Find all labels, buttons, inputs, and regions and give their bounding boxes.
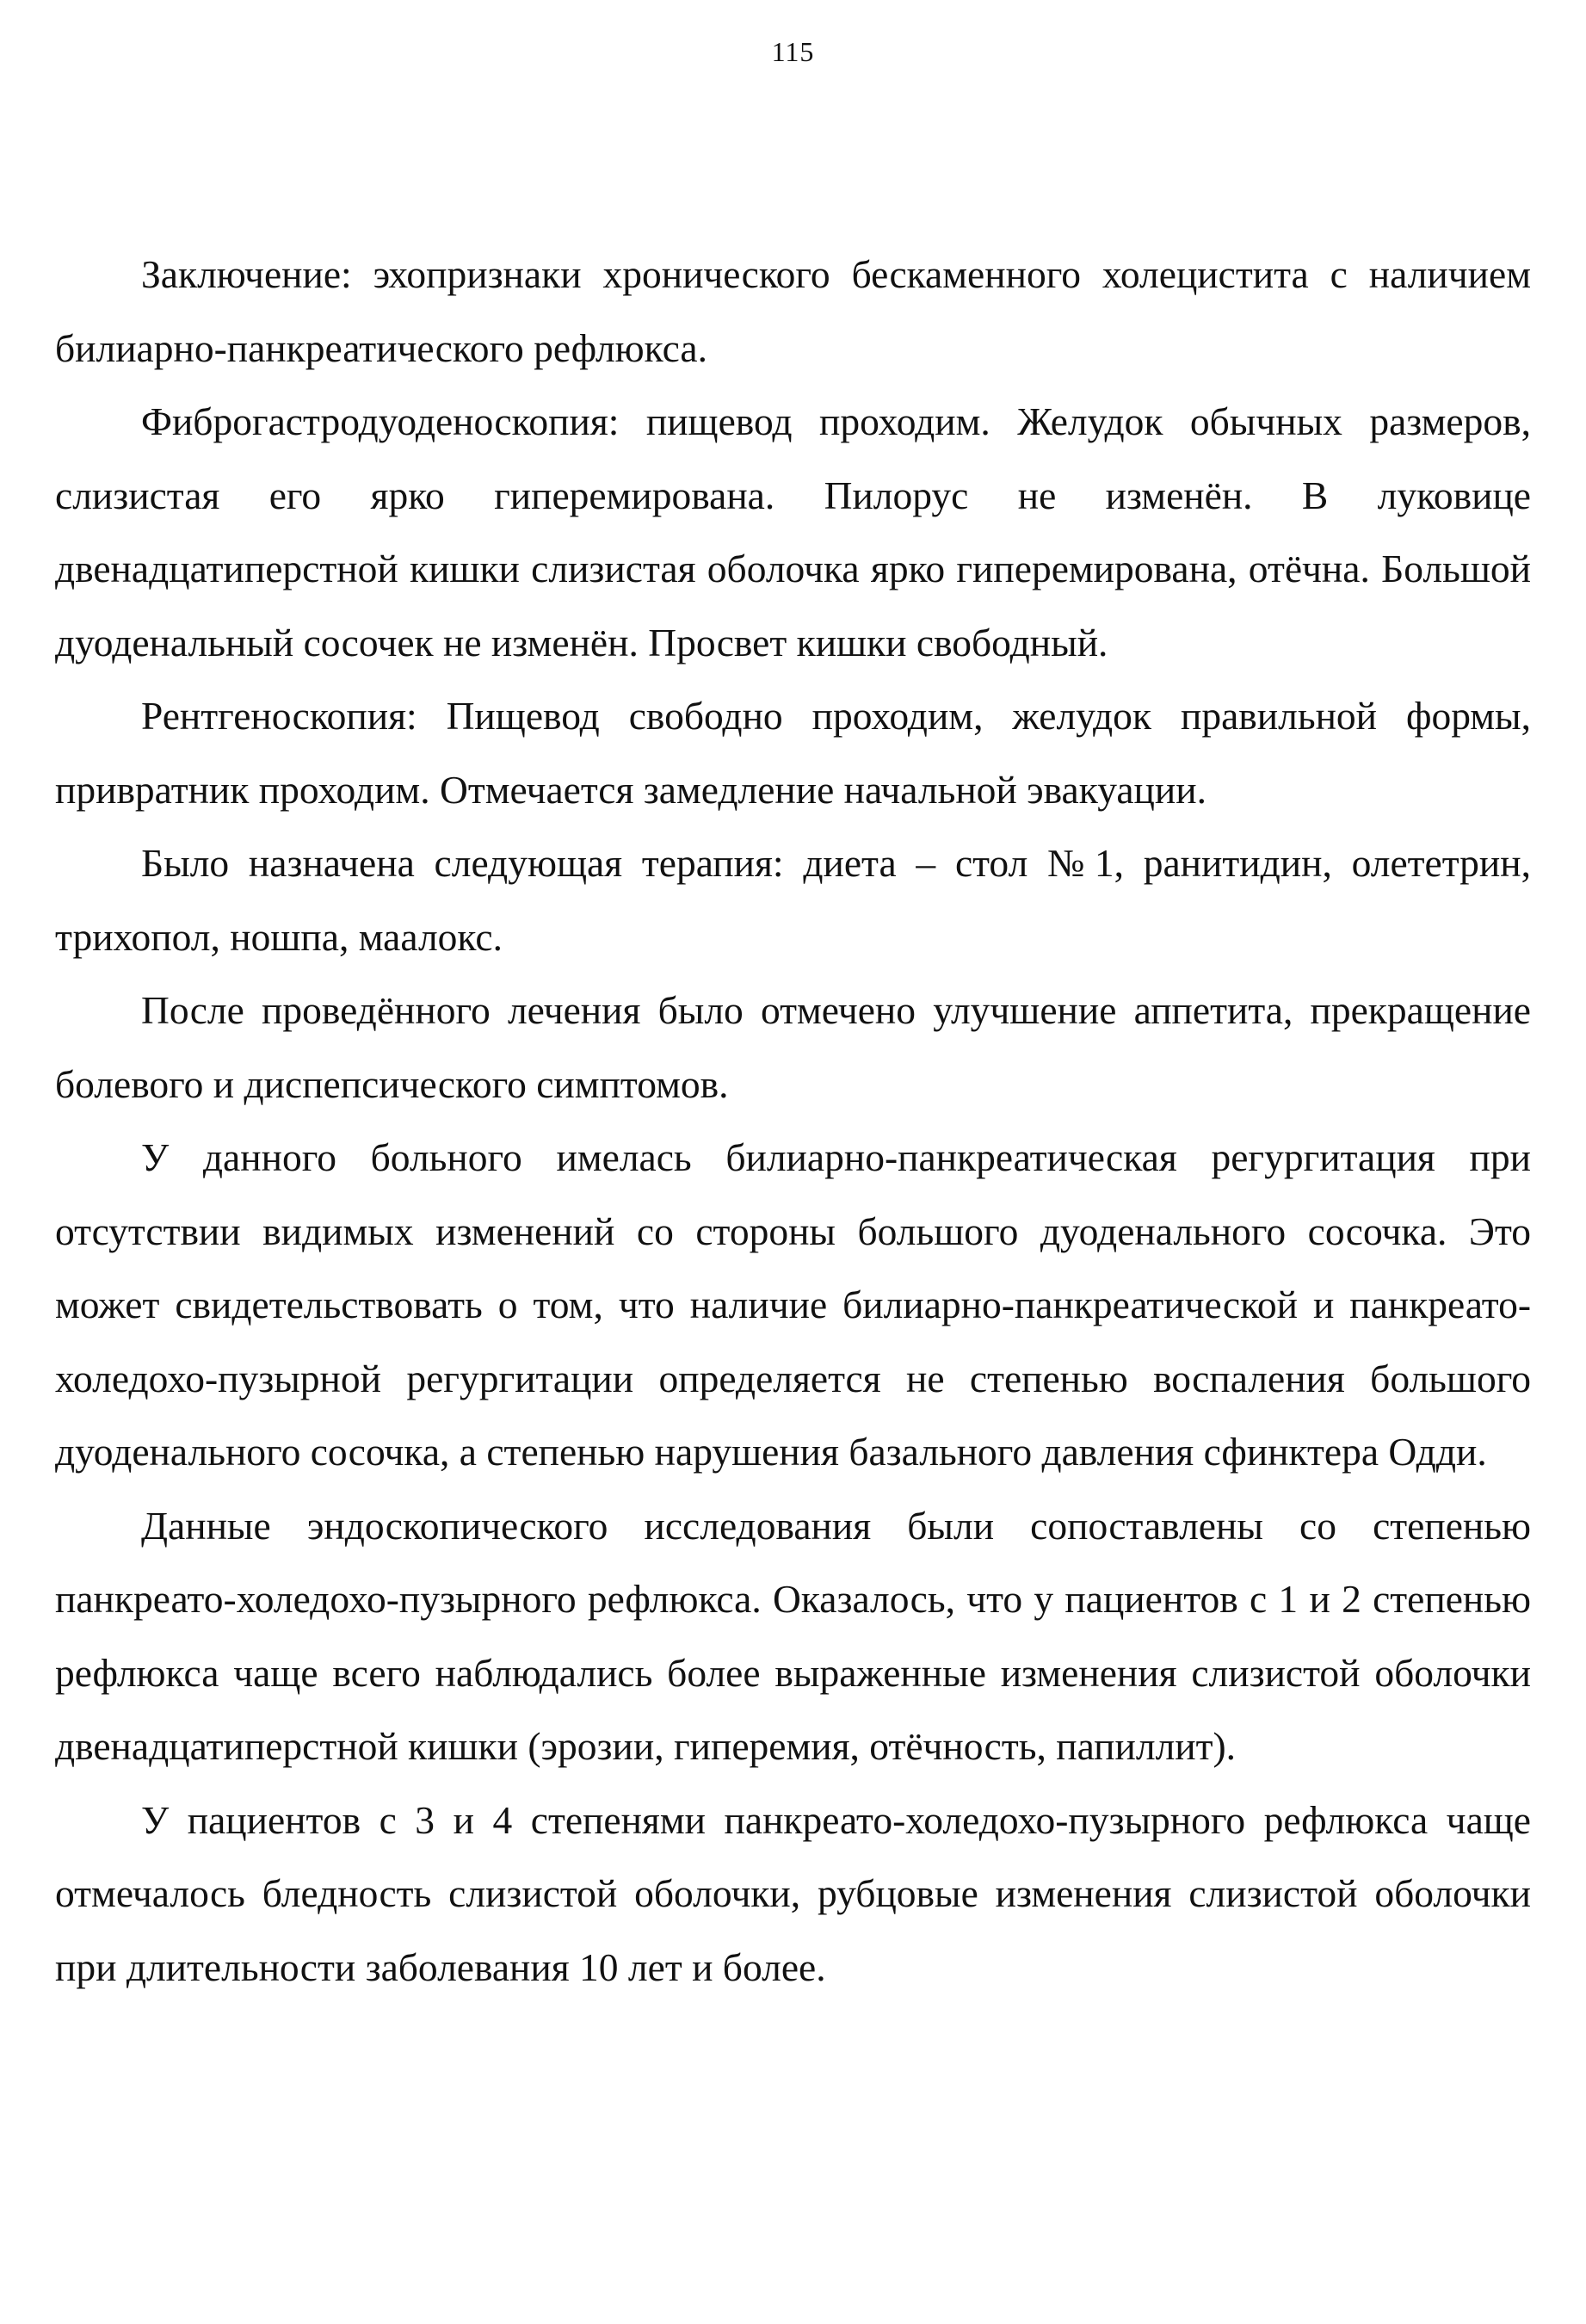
paragraph-treatment-result: После проведённого лечения было отмечено улучшение аппетита, прекращение болевого и диспепсического симптомов.: [55, 988, 1531, 1106]
paragraph-xray: Рентгеноскопия: Пищевод свободно проходим, желудок правильной формы, привратник проходим. Отмечается замедление начальной эвакуации.: [55, 694, 1531, 812]
paragraph-fgds: Фиброгастродуоденоскопия: пищевод проходим. Желудок обычных размеров, слизистая его ярко гиперемирована. Пилорус не изменён. В луковице двенадцатиперстной кишки слизистая оболочка ярко гиперемирована, отёчна. Большой дуоденальный сосочек не изменён. Просвет кишки свободный.: [55, 399, 1531, 664]
page-number: 115: [771, 36, 815, 67]
document-body: [55, 238, 1531, 2004]
paragraph-grade-3-4: У пациентов с 3 и 4 степенями панкреато-холедохо-пузырного рефлюкса чаще отмечалось бледность слизистой оболочки, рубцовые изменения слизистой оболочки при длительности заболевания 10 лет и более.: [55, 1797, 1531, 1989]
paragraph-endoscopy-comparison: Данные эндоскопического исследования были сопоставлены со степенью панкреато-холедохо-пузырного рефлюкса. Оказалось, что у пациентов с 1 и 2 степенью рефлюкса чаще всего наблюдались более выраженные изменения слизистой оболочки двенадцатиперстной кишки (эрозии, гиперемия, отёчность, папиллит).: [55, 1503, 1531, 1768]
paragraph-conclusion: Заключение: эхопризнаки хронического бескаменного холецистита с наличием билиарно-панкреатического рефлюкса.: [55, 252, 1531, 370]
paragraph-regurgitation: У данного больного имелась билиарно-панкреатическая регургитация при отсутствии видимых изменений со стороны большого дуоденального сосочка. Это может свидетельствовать о том, что наличие билиарно-панкреатической и панкреато-холедохо-пузырной регургитации определяется не степенью воспаления большого дуоденального сосочка, а степенью нарушения базального давления сфинктера Одди.: [55, 1135, 1531, 1474]
paragraph-therapy: Было назначена следующая терапия: диета – стол №1, ранитидин, олететрин, трихопол, ношпа, маалокс.: [55, 841, 1531, 959]
